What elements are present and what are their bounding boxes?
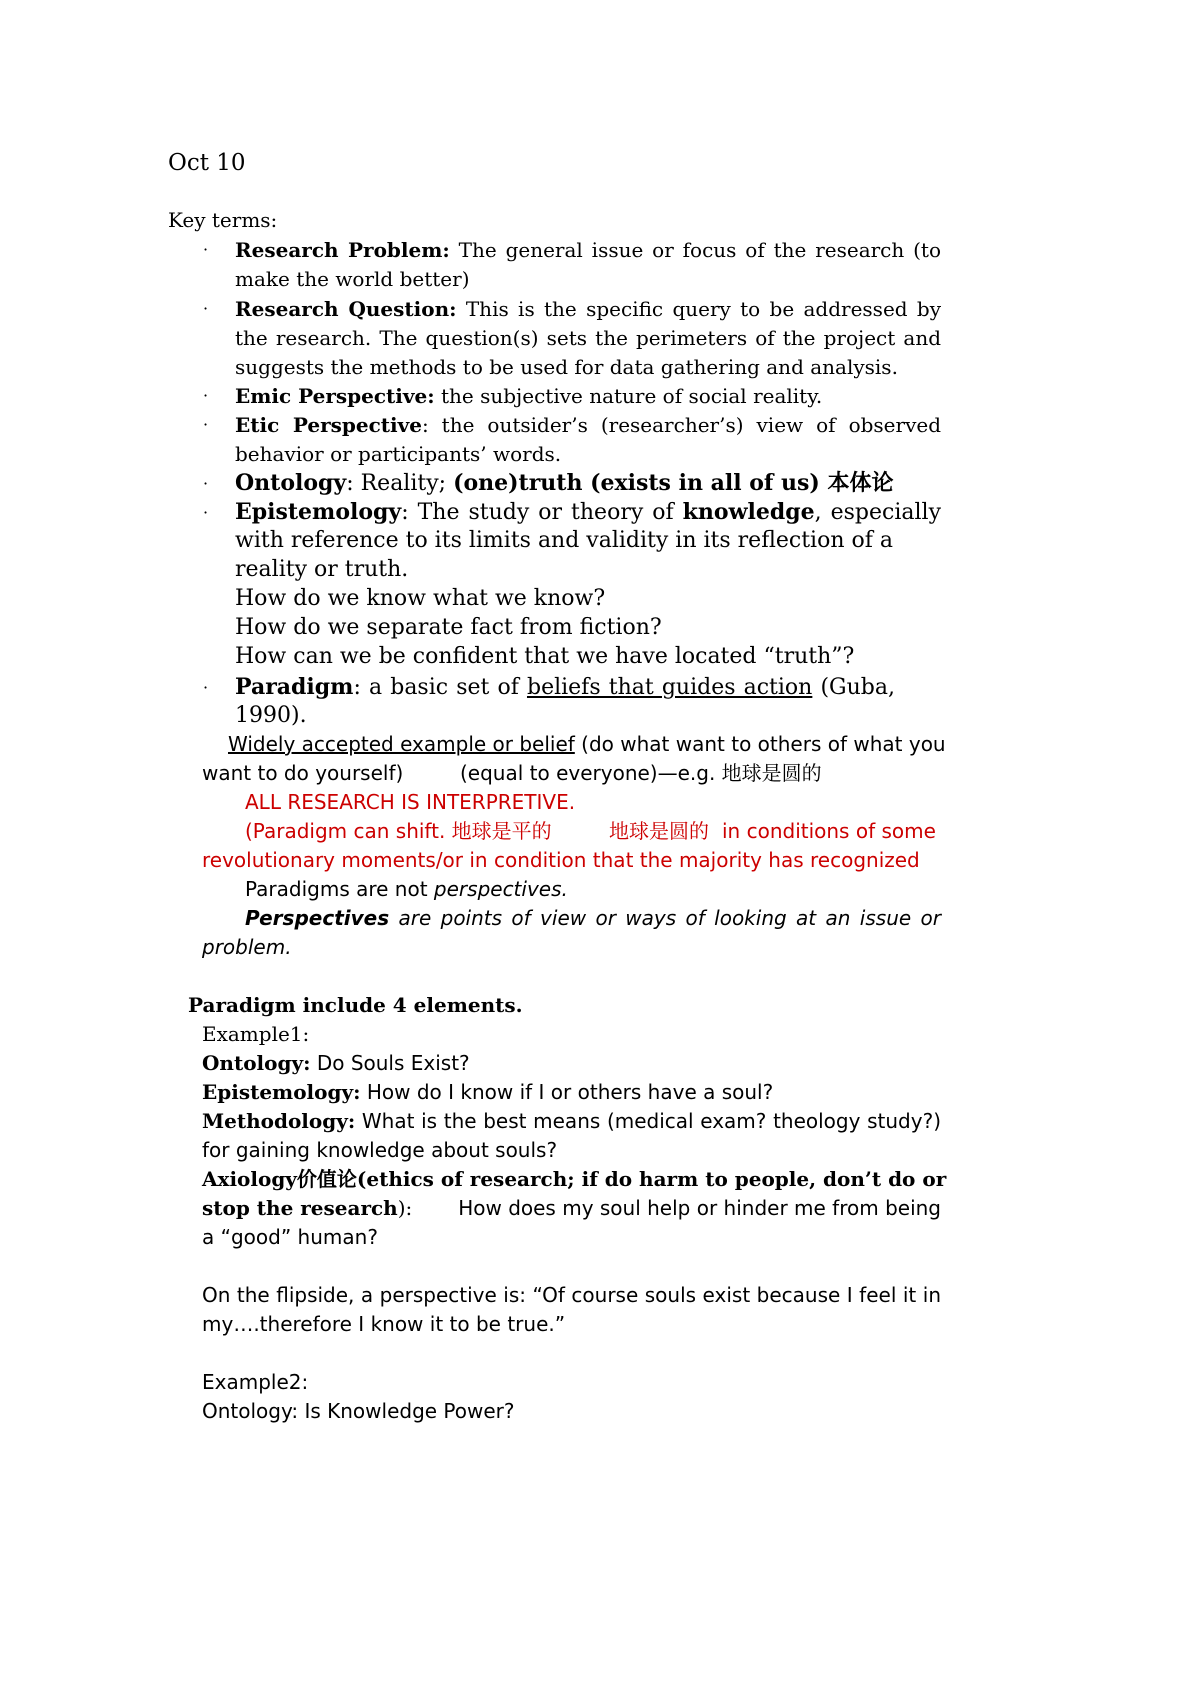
term-etic xyxy=(235,415,941,435)
example1-epistemology xyxy=(202,1082,773,1102)
example2-label: Example2: xyxy=(202,1370,309,1394)
term-label: Research Problem: xyxy=(235,238,450,262)
paradigm-shift-a: (Paradigm can shift. 地球是平的 xyxy=(245,819,552,843)
all-research-note: ALL RESEARCH IS INTERPRETIVE. xyxy=(245,790,576,814)
term-emic xyxy=(235,386,822,406)
element-text: How do I know if I or others have a soul? xyxy=(360,1080,774,1104)
epistemology-question: How do we know what we know? xyxy=(235,586,606,611)
note-text: Paradigms are not xyxy=(245,877,434,901)
element-label: stop the research xyxy=(202,1196,398,1220)
term-label: Research Question: xyxy=(235,297,457,321)
example1-methodology xyxy=(202,1111,941,1131)
term-ontology xyxy=(235,472,893,495)
note-italic: perspectives. xyxy=(433,877,568,901)
term-label: Emic Perspective: xyxy=(235,384,435,408)
epistemology-question: How can we be confident that we have located “truth”? xyxy=(235,644,855,669)
term-text: reality or truth. xyxy=(235,557,409,582)
note-term: Perspectives xyxy=(245,906,390,930)
note-text: (do what want to others of what you xyxy=(574,732,946,756)
term-text: (Guba, xyxy=(812,675,895,700)
element-label: Methodology: xyxy=(202,1109,356,1133)
paradigm-shift-line2: revolutionary moments/or in condition that the majority has recognized xyxy=(202,848,920,872)
epistemology-question: How do we separate fact from fiction? xyxy=(235,615,662,640)
bullet: · xyxy=(203,386,209,405)
term-label: Epistemology xyxy=(235,499,402,525)
bullet: · xyxy=(203,503,209,522)
axiology-line2 xyxy=(202,1198,412,1218)
paradigm-shift-b: 地球是圆的 xyxy=(609,819,709,843)
term-text: : The study or theory of xyxy=(401,500,683,525)
term-text: : the outsider’s (researcher’s) view of observed xyxy=(421,413,942,437)
perspectives-definition xyxy=(245,908,941,928)
term-text: : Reality; xyxy=(346,471,454,496)
key-terms-heading: Key terms: xyxy=(168,208,278,232)
term-underlined: beliefs that guides action xyxy=(526,675,813,700)
term-text: The general issue or focus of the research (to xyxy=(458,238,942,262)
element-text: for gaining knowledge about souls? xyxy=(202,1138,558,1162)
note-text: are points of view or ways of looking at an issue or xyxy=(389,906,941,930)
term-paradigm xyxy=(235,676,895,699)
bullet: · xyxy=(203,240,209,259)
term-text: behavior or participants’ words. xyxy=(235,442,562,466)
bullet: · xyxy=(203,415,209,434)
paradigm-elements-heading: Paradigm include 4 elements. xyxy=(188,993,523,1017)
example1-axiology: Axiology价值论(ethics of research; if do harm to people, don’t do or xyxy=(202,1167,947,1191)
term-text: the research. The question(s) sets the perimeters of the project and xyxy=(235,326,941,350)
flipside-line1: On the flipside, a perspective is: “Of course souls exist because I feel it in xyxy=(202,1283,941,1307)
element-label: Ontology: xyxy=(202,1051,311,1075)
paradigm-note-widely xyxy=(228,732,946,756)
element-text: ): xyxy=(397,1196,413,1220)
term-epistemology xyxy=(235,501,941,524)
example1-label: Example1: xyxy=(202,1022,310,1046)
bullet: · xyxy=(203,474,209,493)
example1-ontology xyxy=(202,1053,470,1073)
term-text-bold: (one)truth (exists in all of us) 本体论 xyxy=(453,470,894,496)
example2-ontology: Ontology: Is Knowledge Power? xyxy=(202,1399,515,1423)
bullet: · xyxy=(203,299,209,318)
paradigm-shift-c: in conditions of some xyxy=(722,819,936,843)
term-research-question xyxy=(235,299,941,319)
term-text: the subjective nature of social reality. xyxy=(440,384,823,408)
term-text: suggests the methods to be used for data gathering and analysis. xyxy=(235,355,898,379)
term-text: make the world better) xyxy=(235,267,470,291)
term-text: , especially xyxy=(814,500,942,525)
element-text: Do Souls Exist? xyxy=(310,1051,470,1075)
element-text: What is the best means (medical exam? theology study?) xyxy=(355,1109,941,1133)
axiology-line2-question: How does my soul help or hinder me from being xyxy=(458,1196,941,1220)
term-text: with reference to its limits and validity in its reflection of a xyxy=(235,528,893,553)
flipside-line2: my….therefore I know it to be true.” xyxy=(202,1312,566,1336)
term-text: This is the specific query to be addressed by xyxy=(465,297,942,321)
bullet: · xyxy=(203,678,209,697)
term-research-problem xyxy=(235,240,941,260)
term-keyword: knowledge xyxy=(682,499,815,525)
date-heading: Oct 10 xyxy=(168,150,246,176)
term-text: 1990). xyxy=(235,703,307,728)
term-label: Paradigm xyxy=(235,674,354,700)
element-label: Epistemology: xyxy=(202,1080,361,1104)
note-underlined: Widely accepted example or belief xyxy=(228,732,575,756)
element-text: a “good” human? xyxy=(202,1225,378,1249)
term-label: Etic Perspective xyxy=(235,413,422,437)
paradigm-note-line2b: (equal to everyone)—e.g. 地球是圆的 xyxy=(460,761,822,785)
not-perspectives-note xyxy=(245,879,568,899)
note-text: problem. xyxy=(202,935,292,959)
term-text: : a basic set of xyxy=(353,675,527,700)
paradigm-note-line2a: want to do yourself) xyxy=(202,761,404,785)
term-label: Ontology xyxy=(235,470,347,496)
